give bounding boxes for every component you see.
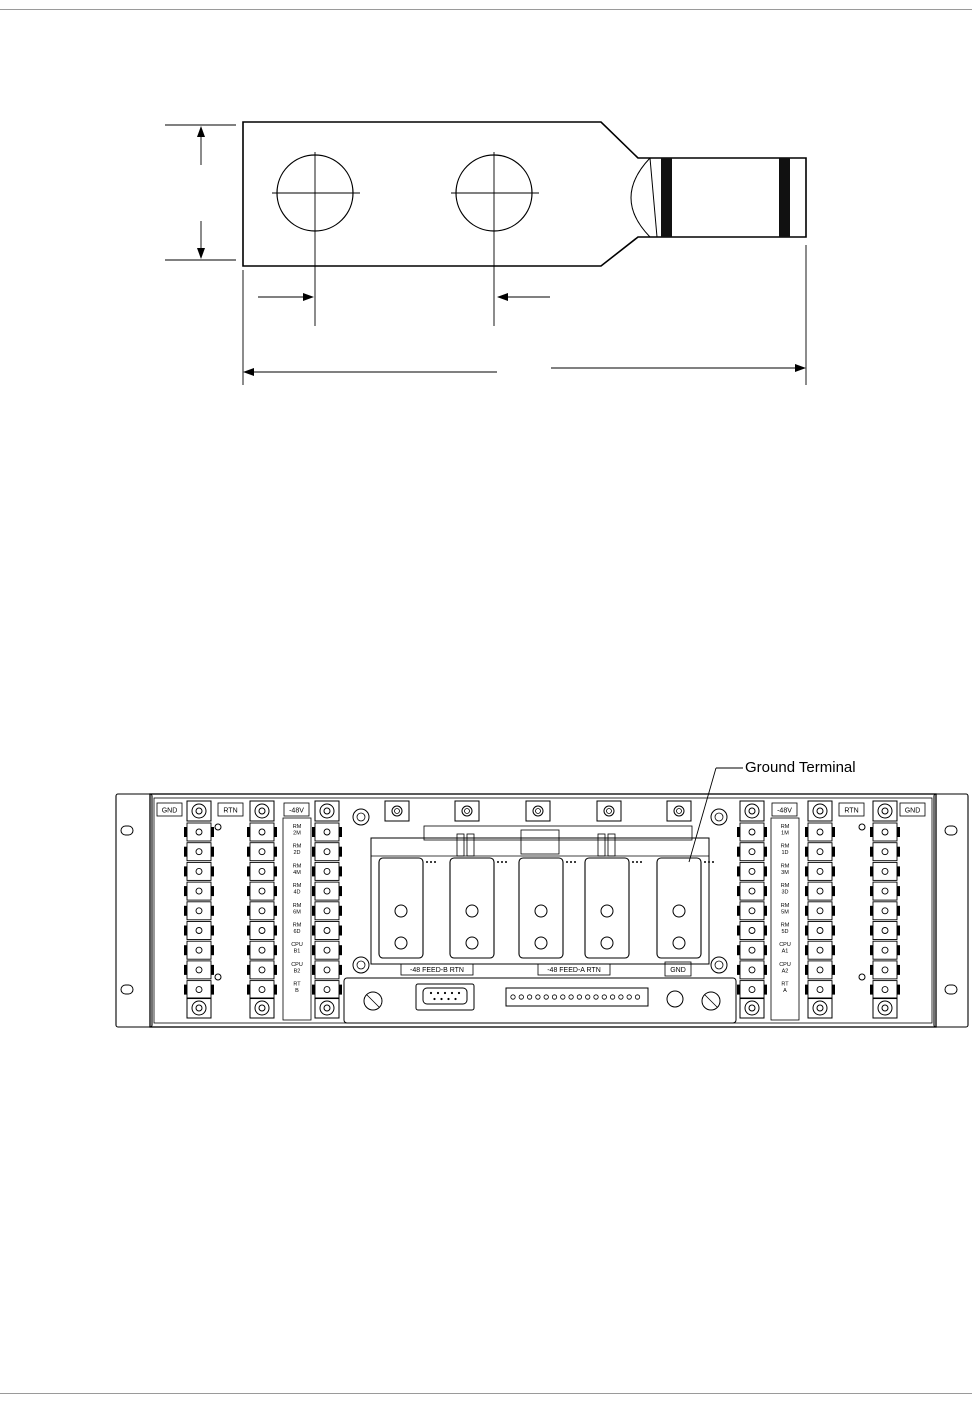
- right-circuit-column: [771, 818, 799, 1020]
- right-neg48-label: -48V: [777, 807, 792, 815]
- ground-block-label: GND: [670, 967, 686, 974]
- top-stud-row: [385, 801, 691, 821]
- strip-terminal: [586, 995, 590, 999]
- top-stud: [455, 801, 479, 821]
- circuit-label: 5M: [781, 909, 789, 916]
- bottom-rule: [0, 1393, 972, 1394]
- circuit-label: 6D: [293, 929, 301, 935]
- ground-terminal-callout: Ground Terminal: [745, 759, 856, 776]
- lug-hole-2: [451, 152, 539, 326]
- strip-terminal: [536, 995, 540, 999]
- chassis-frame: [150, 794, 936, 1027]
- circuit-label: 2M: [293, 830, 301, 837]
- right-gnd-label: GND: [904, 807, 921, 815]
- strip-terminal: [552, 995, 556, 999]
- strip-terminal: [561, 995, 565, 999]
- circuit-label: 5D: [781, 929, 789, 935]
- feed-b-label: -48 FEED-B RTN: [410, 967, 464, 974]
- height-dimension: [165, 125, 236, 260]
- left-circuit-column: [283, 818, 311, 1020]
- circuit-label: CPU: [291, 961, 303, 968]
- mounting-screws: [215, 809, 865, 980]
- right-header-labels: [772, 803, 925, 816]
- circuit-label: B: [295, 988, 299, 995]
- left-gnd-terminal-block: [184, 801, 214, 1018]
- left-rtn-terminal-block: [247, 801, 277, 1018]
- circuit-label: RT: [781, 981, 789, 988]
- strip-terminal: [544, 995, 548, 999]
- top-stud: [385, 801, 409, 821]
- circuit-label: RT: [293, 981, 301, 988]
- circuit-label: 4D: [293, 889, 301, 896]
- lug-flare: [631, 158, 650, 237]
- left-gnd-label: GND: [161, 807, 178, 815]
- circuit-label: RM: [780, 863, 790, 870]
- top-stud: [667, 801, 691, 821]
- left-rtn-label: RTN: [223, 807, 238, 815]
- hole-spacing-dimension: [243, 270, 550, 385]
- bus-bar: [585, 858, 642, 958]
- left-circuit-labels: [291, 824, 303, 994]
- strip-terminal: [619, 995, 623, 999]
- circuit-label: A1: [781, 948, 789, 955]
- circuit-label: A2: [781, 968, 789, 975]
- circuit-label: 1M: [781, 830, 789, 837]
- lug-body: [243, 122, 806, 266]
- circuit-label: RM: [780, 824, 790, 830]
- bus-bars: [379, 834, 714, 958]
- top-stud: [526, 801, 550, 821]
- strip-terminal: [569, 995, 573, 999]
- strip-terminal: [519, 995, 523, 999]
- circuit-label: RM: [292, 922, 302, 929]
- strip-terminal: [602, 995, 606, 999]
- circuit-label: 6M: [293, 909, 301, 916]
- strip-terminal: [635, 995, 639, 999]
- strip-terminal: [527, 995, 531, 999]
- strip-terminal: [594, 995, 598, 999]
- right-rack-ear: [934, 794, 968, 1027]
- circuit-label: RM: [780, 883, 790, 890]
- circuit-label: RM: [292, 824, 302, 830]
- circuit-label: 4M: [293, 869, 301, 876]
- left-rack-ear: [116, 794, 152, 1027]
- circuit-label: 3M: [781, 869, 789, 876]
- circuit-label: 2D: [293, 850, 301, 857]
- circuit-label: A: [783, 988, 787, 995]
- left-neg48-label: -48V: [289, 807, 304, 815]
- bus-bar: [379, 858, 436, 958]
- circuit-label: RM: [292, 843, 302, 850]
- bus-bar: [519, 858, 576, 958]
- circuit-label: RM: [780, 843, 790, 850]
- strip-terminal: [511, 995, 515, 999]
- bus-bar: [657, 858, 714, 958]
- crimp-band-outer: [779, 158, 790, 237]
- circuit-label: CPU: [291, 942, 303, 949]
- left-header-labels: [157, 803, 309, 816]
- circuit-label: B2: [293, 968, 301, 975]
- left-neg48-terminal-block: [312, 801, 342, 1018]
- circuit-label: 1D: [781, 850, 789, 857]
- feed-a-label: -48 FEED-A RTN: [547, 967, 601, 974]
- circuit-label: CPU: [779, 961, 791, 968]
- strip-terminal: [610, 995, 614, 999]
- circuit-label: RM: [780, 902, 790, 909]
- circuit-label: RM: [292, 902, 302, 909]
- strip-terminal: [577, 995, 581, 999]
- right-rtn-terminal-block: [805, 801, 835, 1018]
- circuit-label: 3D: [781, 889, 789, 896]
- bus-bar: [450, 858, 507, 958]
- lug-dimension-drawing: [0, 0, 972, 420]
- top-stud: [597, 801, 621, 821]
- circuit-label: B1: [293, 948, 301, 955]
- circuit-label: RM: [292, 863, 302, 870]
- right-circuit-labels: [779, 824, 791, 994]
- right-gnd-terminal-block: [870, 801, 900, 1018]
- crimp-band-inner: [661, 158, 672, 237]
- right-rtn-label: RTN: [844, 807, 859, 815]
- alarm-interface-module: [344, 978, 736, 1023]
- circuit-label: RM: [780, 922, 790, 929]
- lug-hole-1: [272, 152, 360, 326]
- circuit-label: RM: [292, 883, 302, 890]
- bus-bar-assembly: [371, 826, 709, 964]
- right-neg48-terminal-block: [737, 801, 767, 1018]
- strip-terminal: [627, 995, 631, 999]
- alarm-terminal-strip: [506, 988, 648, 1006]
- db9-connector: [416, 984, 474, 1010]
- circuit-label: CPU: [779, 942, 791, 949]
